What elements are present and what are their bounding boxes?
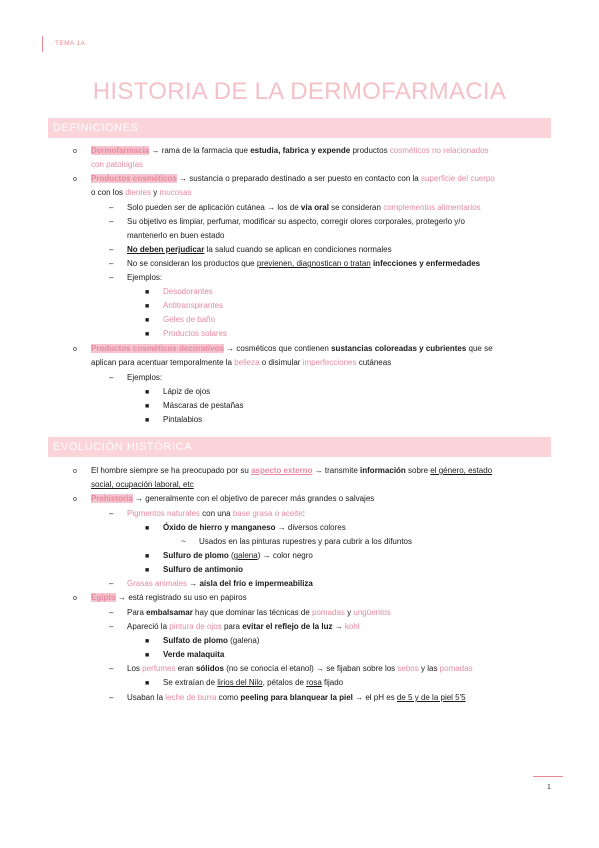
list-bullet: ■ bbox=[145, 317, 150, 324]
text: eran bbox=[175, 664, 196, 673]
list-item: Máscaras de pestañas bbox=[163, 401, 244, 410]
list-bullet: o bbox=[73, 595, 77, 602]
list-item: Ejemplos: bbox=[127, 273, 163, 282]
list-item: Lápiz de ojos bbox=[163, 387, 211, 396]
list-bullet: – bbox=[109, 608, 114, 617]
list-item: Productos solares bbox=[163, 329, 228, 338]
text: → diversos colores bbox=[275, 523, 346, 532]
list-item: Geles de baño bbox=[163, 315, 216, 324]
section-title: DEFINICIONES bbox=[53, 122, 139, 134]
text: y las bbox=[418, 664, 440, 673]
list-bullet: o bbox=[73, 148, 77, 155]
text: se consideran bbox=[328, 203, 384, 212]
text: Óxido de hierro y manganeso bbox=[163, 523, 276, 532]
term: Productos cosméticos bbox=[91, 174, 177, 183]
section-definiciones bbox=[48, 118, 551, 138]
list-item bbox=[127, 664, 473, 674]
text: aplican para acentuar temporalmente la bbox=[91, 358, 235, 367]
text: fijado bbox=[321, 678, 344, 687]
header-bar bbox=[42, 36, 43, 52]
term: Egipto bbox=[91, 593, 116, 602]
text: kohl bbox=[344, 622, 360, 631]
text: , pétalos de bbox=[262, 678, 307, 687]
text: Sulfato de plomo bbox=[163, 636, 228, 645]
list-item bbox=[127, 203, 481, 213]
term: Productos cosméticos decorativos bbox=[91, 344, 224, 353]
text: → rama de la farmacia que bbox=[149, 146, 251, 155]
text: (no se conocía el etanol) → se fijaban sobre los bbox=[223, 664, 398, 673]
list-bullet: – bbox=[109, 664, 114, 673]
text: ungüentos bbox=[353, 608, 391, 617]
text: productos bbox=[350, 146, 390, 155]
text: base grasa o aceite bbox=[232, 509, 303, 518]
page-number: 1 bbox=[547, 784, 551, 791]
text: Grasas animales bbox=[127, 579, 188, 588]
list-bullet: – bbox=[109, 259, 114, 268]
list-bullet: ■ bbox=[145, 652, 150, 659]
list-item: Ejemplos: bbox=[127, 373, 163, 382]
text: estudia, fabrica y expende bbox=[250, 146, 351, 155]
text: como bbox=[216, 693, 241, 702]
text: previenen, diagnostican o tratan bbox=[256, 259, 371, 268]
list-bullet: – bbox=[109, 579, 114, 588]
text: el género, estado bbox=[430, 466, 493, 475]
list-item bbox=[127, 245, 392, 255]
text: ) → color negro bbox=[257, 551, 313, 560]
text: ( bbox=[228, 551, 234, 560]
text: belleza bbox=[234, 358, 260, 367]
list-item: Antitranspirantes bbox=[163, 301, 224, 310]
list-bullet: ■ bbox=[145, 638, 150, 645]
text: → bbox=[332, 622, 345, 631]
list-bullet: ■ bbox=[145, 417, 150, 424]
text: la salud cuando se aplican en condiciones normales bbox=[204, 245, 392, 254]
text: : bbox=[302, 509, 305, 518]
text: leche de burra bbox=[165, 693, 217, 702]
list-bullet: ■ bbox=[145, 525, 150, 532]
text: No deben perjudicar bbox=[127, 245, 205, 254]
list-item bbox=[91, 344, 493, 354]
text: → el pH es bbox=[352, 693, 397, 702]
text: pomadas bbox=[312, 608, 345, 617]
text: embalsamar bbox=[146, 608, 193, 617]
text: → cosméticos que contienen bbox=[223, 344, 332, 353]
text: pintura de ojos bbox=[169, 622, 222, 631]
list-item bbox=[163, 636, 259, 646]
list-item bbox=[91, 174, 495, 184]
list-item-cont bbox=[91, 358, 391, 368]
list-bullet: ■ bbox=[145, 389, 150, 396]
list-bullet: – bbox=[109, 509, 114, 518]
text: sebos bbox=[397, 664, 419, 673]
text: Se extraían de bbox=[163, 678, 218, 687]
list-item bbox=[163, 678, 343, 688]
list-item bbox=[163, 523, 346, 533]
list-item: Usados en las pinturas rupestres y para cubrir a los difuntos bbox=[199, 537, 412, 546]
list-item bbox=[127, 608, 391, 618]
list-item: Su objetivo es limpiar, perfumar, modificar su aspecto, corregir olores corporales, protegerlo y/o bbox=[127, 217, 465, 226]
list-item bbox=[127, 509, 305, 519]
list-bullet: ■ bbox=[145, 403, 150, 410]
text: lirios del Nilo bbox=[217, 678, 263, 687]
list-bullet: o bbox=[73, 468, 77, 475]
list-bullet: – bbox=[109, 273, 114, 282]
list-item: Desodorantes bbox=[163, 287, 213, 296]
text: o con los bbox=[91, 188, 126, 197]
text: Pigmentos naturales bbox=[127, 509, 200, 518]
section-title: EVOLUCIÓN HISTÓRICA bbox=[53, 441, 193, 453]
text: → transmite bbox=[312, 466, 361, 475]
text: → sustancia o preparado destinado a ser puesto en contacto con la bbox=[176, 174, 421, 183]
text: perfumes bbox=[142, 664, 176, 673]
list-bullet: o bbox=[73, 176, 77, 183]
text: imperfecciones bbox=[302, 358, 357, 367]
page-title: HISTORIA DE LA DERMOFARMACIA bbox=[92, 78, 507, 105]
text: para bbox=[221, 622, 243, 631]
list-item bbox=[127, 693, 466, 703]
list-item bbox=[127, 259, 480, 269]
text: infecciones y enfermedades bbox=[372, 259, 481, 268]
list-bullet: – bbox=[109, 622, 114, 631]
list-bullet: o bbox=[73, 346, 77, 353]
text: o disimular bbox=[259, 358, 303, 367]
list-item: Sulfuro de antimonio bbox=[163, 565, 243, 574]
text: aspecto externo bbox=[251, 466, 313, 475]
text: información bbox=[360, 466, 406, 475]
text: con una bbox=[199, 509, 233, 518]
footer-rule bbox=[533, 776, 563, 777]
term: Prehistoria bbox=[91, 494, 133, 503]
text: Los bbox=[127, 664, 143, 673]
text: vía oral bbox=[300, 203, 329, 212]
list-item-cont: social, ocupación laboral, etc bbox=[91, 480, 194, 489]
text: Apareció la bbox=[127, 622, 170, 631]
text: cutáneas bbox=[356, 358, 392, 367]
text: Solo pueden ser de aplicación cutánea → los de bbox=[127, 203, 301, 212]
list-item bbox=[127, 622, 360, 632]
text: rosa bbox=[306, 678, 322, 687]
list-item bbox=[127, 579, 313, 589]
list-item bbox=[91, 494, 374, 504]
text: complementos alimentarios bbox=[383, 203, 481, 212]
term: Dermofarmacia bbox=[91, 146, 150, 155]
list-bullet: – bbox=[109, 217, 114, 226]
text: → bbox=[187, 579, 200, 588]
list-bullet: – bbox=[109, 203, 114, 212]
list-item bbox=[91, 146, 489, 156]
list-bullet: ■ bbox=[145, 680, 150, 687]
text: y bbox=[151, 188, 160, 197]
text: Para bbox=[127, 608, 147, 617]
list-item bbox=[91, 466, 492, 476]
text: hay que dominar las técnicas de bbox=[192, 608, 313, 617]
list-item-cont bbox=[91, 188, 192, 198]
text: galena bbox=[233, 551, 258, 560]
text: que se bbox=[466, 344, 493, 353]
list-bullet: – bbox=[109, 693, 114, 702]
text: → está registrado su uso en papiros bbox=[115, 593, 247, 602]
list-bullet: ■ bbox=[145, 331, 150, 338]
list-bullet: ■ bbox=[145, 289, 150, 296]
list-item-cont: mantenerlo en buen estado bbox=[127, 231, 225, 240]
list-bullet: – bbox=[109, 245, 114, 254]
list-item: Pintalabios bbox=[163, 415, 203, 424]
list-item-cont: con patologías bbox=[91, 160, 144, 169]
text: de 5 y de la piel 5'5 bbox=[396, 693, 466, 702]
list-item bbox=[91, 593, 247, 603]
text: El hombre siempre se ha preocupado por su bbox=[91, 466, 252, 475]
text: sobre bbox=[405, 466, 431, 475]
text: superficie del cuerpo bbox=[420, 174, 495, 183]
text: y bbox=[344, 608, 354, 617]
list-item: Verde malaquita bbox=[163, 650, 225, 659]
list-bullet: ■ bbox=[145, 303, 150, 310]
header-tag: TEMA 1A bbox=[55, 40, 86, 47]
text: sólidos bbox=[195, 664, 224, 673]
text: sustancias coloreadas y cubrientes bbox=[331, 344, 467, 353]
text: peeling para blanquear la piel bbox=[240, 693, 353, 702]
text: Sulfuro de plomo bbox=[163, 551, 229, 560]
text: evitar el reflejo de la luz bbox=[242, 622, 333, 631]
text: Usaban la bbox=[127, 693, 166, 702]
list-item bbox=[163, 551, 313, 561]
text: mucosas bbox=[159, 188, 192, 197]
text: No se consideran los productos que bbox=[127, 259, 257, 268]
list-bullet: – bbox=[109, 373, 114, 382]
list-bullet: o bbox=[73, 496, 77, 503]
text: → generalmente con el objetivo de parecer más grandes o salvajes bbox=[132, 494, 375, 503]
list-bullet: ~ bbox=[181, 537, 186, 546]
list-bullet: ■ bbox=[145, 553, 150, 560]
text: cosméticos no relacionados bbox=[389, 146, 489, 155]
section-evolucion bbox=[48, 437, 551, 457]
text: pomadas bbox=[439, 664, 473, 673]
text: aísla del frío e impermeabiliza bbox=[199, 579, 313, 588]
text: dientes bbox=[125, 188, 152, 197]
list-bullet: ■ bbox=[145, 567, 150, 574]
text: (galena) bbox=[227, 636, 260, 645]
